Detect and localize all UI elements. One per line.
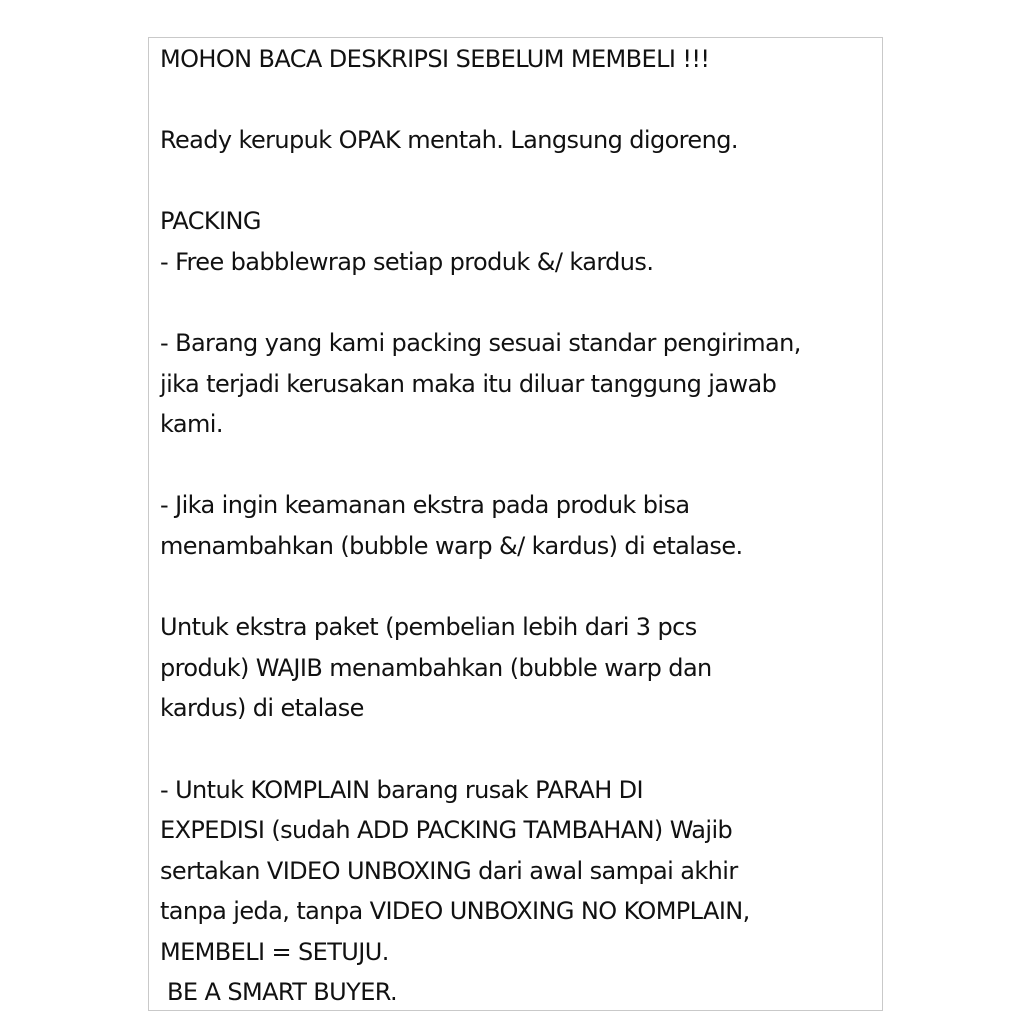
- notice-heading: MOHON BACA DESKRIPSI SEBELUM MEMBELI !!!: [160, 45, 710, 73]
- complaint-line-3: sertakan VIDEO UNBOXING dari awal sampai akhir: [160, 857, 738, 885]
- packing-item-standard-line-3: kami.: [160, 410, 223, 438]
- extra-package-line-2: produk) WAJIB menambahkan (bubble warp dan: [160, 654, 712, 682]
- agreement-line: MEMBELI = SETUJU.: [160, 938, 389, 966]
- complaint-line-1: - Untuk KOMPLAIN barang rusak PARAH DI: [160, 776, 644, 804]
- extra-security-line-2: menambahkan (bubble warp &/ kardus) di etalase.: [160, 532, 743, 560]
- extra-security-line-1: - Jika ingin keamanan ekstra pada produk bisa: [160, 491, 690, 519]
- packing-item-free-wrap: - Free babblewrap setiap produk &/ kardus.: [160, 248, 654, 276]
- product-line: Ready kerupuk OPAK mentah. Langsung digoreng.: [160, 126, 738, 154]
- complaint-line-4: tanpa jeda, tanpa VIDEO UNBOXING NO KOMPLAIN,: [160, 897, 750, 925]
- complaint-line-2: EXPEDISI (sudah ADD PACKING TAMBAHAN) Wajib: [160, 816, 733, 844]
- extra-package-line-1: Untuk ekstra paket (pembelian lebih dari 3 pcs: [160, 613, 697, 641]
- packing-item-standard-line-2: jika terjadi kerusakan maka itu diluar tanggung jawab: [160, 370, 777, 398]
- packing-heading: PACKING: [160, 207, 261, 235]
- smart-buyer-line: BE A SMART BUYER.: [160, 978, 398, 1006]
- packing-item-standard-line-1: - Barang yang kami packing sesuai standar pengiriman,: [160, 329, 801, 357]
- description-card: [148, 37, 883, 1011]
- extra-package-line-3: kardus) di etalase: [160, 694, 364, 722]
